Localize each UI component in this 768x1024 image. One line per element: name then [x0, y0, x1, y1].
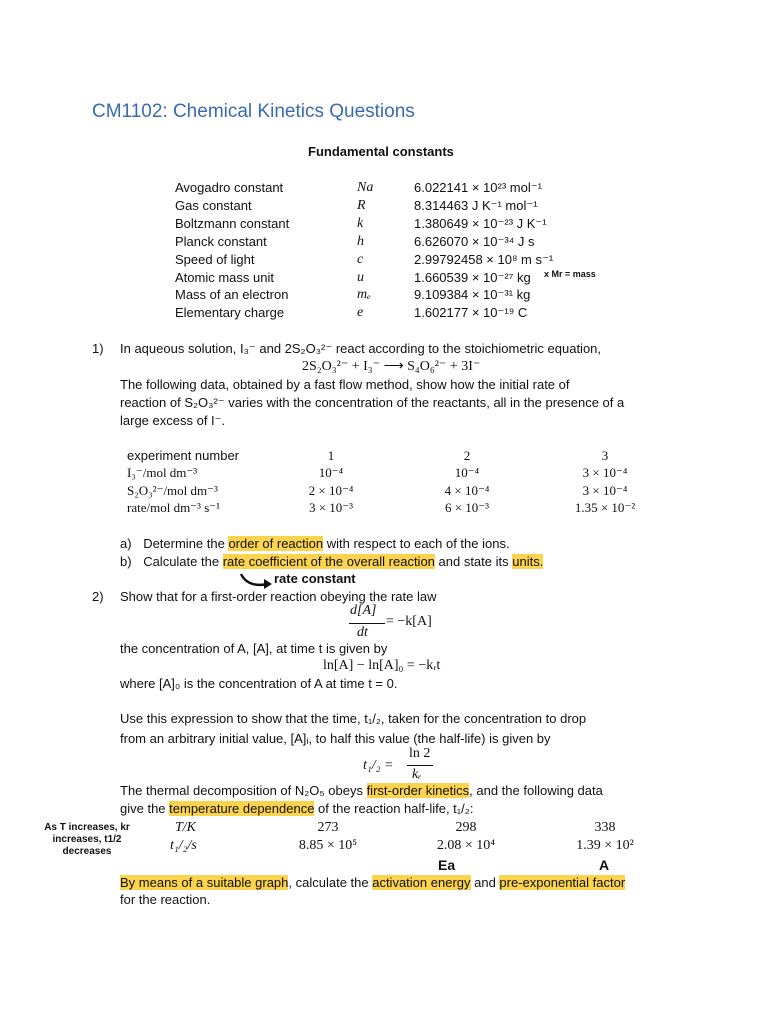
rate-law-rhs: = −k[A] — [386, 614, 432, 629]
rate-law-fraction-bar — [349, 623, 385, 624]
constant-row — [175, 234, 635, 252]
constant-value: 6.022141 × 10²³ mol⁻¹ — [414, 180, 542, 195]
page-title: CM1102: Chemical Kinetics Questions — [92, 101, 415, 122]
half-life-fraction-bar — [407, 765, 433, 766]
q1-table-row-label: S₂O₃²⁻/mol dm⁻³ — [127, 483, 218, 498]
constants-heading: Fundamental constants — [308, 144, 454, 159]
q2-table-cell: 338 — [594, 820, 616, 835]
half-life-denominator: kᵣ — [412, 767, 422, 782]
q2-table-cell: 1.39 × 10² — [576, 838, 634, 853]
constant-value: 6.626070 × 10⁻³⁴ J s — [414, 233, 535, 249]
q2-give-post: of the reaction half-life, t₁/₂: — [314, 801, 474, 816]
constant-symbol: e — [357, 305, 364, 321]
q1-b-label: b) — [120, 554, 132, 569]
q2-decomp-highlight: first-order kinetics — [366, 783, 470, 798]
q1-line1: The following data, obtained by a fast flow method, show how the initial rate of — [120, 377, 570, 392]
q2-table-row-label: T/K — [175, 820, 197, 835]
constant-symbol: h — [357, 233, 364, 249]
q1-line2: reaction of S₂O₃²⁻ varies with the concentration of the reactants, all in the presence of a — [120, 395, 625, 410]
q1-table-cell: 10⁻⁴ — [454, 465, 480, 480]
q2-table-cell: 2.08 × 10⁴ — [436, 838, 496, 853]
rate-constant-note: rate constant — [274, 571, 356, 586]
constant-value: 1.660539 × 10⁻²⁷ kg — [414, 269, 531, 285]
q1-part-b — [120, 554, 543, 569]
q1-table-cell: 3 × 10⁻⁴ — [582, 465, 628, 480]
rate-law-denominator: dt — [357, 625, 368, 640]
q1-equation: 2S₂O₃²⁻ + I₃⁻ ⟶ S₄O₆²⁻ + 3I⁻ — [302, 359, 481, 374]
q2-intro: Show that for a first-order reaction obeying the rate law — [120, 589, 437, 604]
q2-give-highlight: temperature dependence — [169, 801, 315, 816]
constant-symbol: Na — [357, 180, 374, 195]
q1-table-cell: 10⁻⁴ — [318, 465, 344, 480]
rate-law-numerator: d[A] — [350, 603, 377, 618]
q2-final-highlight-a: pre-exponential factor — [499, 875, 626, 890]
q1-line3: large excess of I⁻. — [120, 413, 226, 428]
q1-table-cell: 2 × 10⁻⁴ — [308, 483, 354, 498]
constant-row — [175, 180, 635, 198]
constant-symbol: u — [357, 269, 364, 285]
q2-use-line1: Use this expression to show that the time, t₁/₂, taken for the concentration to drop — [120, 711, 587, 726]
half-life-lhs: t₁/₂ = — [363, 758, 394, 773]
constant-value: 8.314463 J K⁻¹ mol⁻¹ — [414, 197, 538, 213]
q1-table-cell: 3 × 10⁻⁴ — [582, 483, 628, 498]
q1-a-post: with respect to each of the ions. — [323, 536, 510, 551]
constant-name: Speed of light — [175, 251, 255, 267]
q2-table-cell: 298 — [455, 820, 477, 835]
constant-name: Elementary charge — [175, 305, 285, 321]
constant-name: Avogadro constant — [175, 180, 284, 195]
constant-symbol: c — [357, 251, 364, 267]
q1-table-cell: 4 × 10⁻⁴ — [444, 483, 490, 498]
constant-row — [175, 287, 635, 305]
q1-table-row-label: I₃⁻/mol dm⁻³ — [127, 465, 198, 480]
q1-part-a — [120, 536, 510, 551]
q1-table-row-label: experiment number — [127, 448, 239, 463]
integrated-rate-law: ln[A] − ln[A]₀ = −kᵣt — [323, 658, 441, 673]
side-note: As T increases, kr increases, t1/2 decreases — [44, 822, 130, 857]
constant-row — [175, 216, 635, 234]
constant-name: Boltzmann constant — [175, 215, 290, 231]
q2-table-cell: 273 — [317, 820, 339, 835]
q2-decomp-pre: The thermal decomposition of N₂O₅ obeys — [120, 783, 367, 798]
q2-decomp-line — [120, 783, 603, 798]
q1-table-row-label: rate/mol dm⁻³ s⁻¹ — [127, 500, 221, 515]
q1-a-highlight: order of reaction — [228, 536, 324, 551]
q1-a-pre: Determine the — [143, 536, 229, 551]
constant-value: 2.99792458 × 10⁸ m s⁻¹ — [414, 251, 554, 267]
q2-final-highlight-graph: By means of a suitable graph — [120, 875, 289, 890]
q1-b-highlight-units: units. — [512, 554, 544, 569]
constant-symbol: mₑ — [357, 287, 371, 303]
q1-intro: In aqueous solution, I₃⁻ and 2S₂O₃²⁻ react according to the stoichiometric equation, — [120, 341, 602, 356]
constant-symbol: R — [357, 197, 366, 213]
constant-row — [175, 198, 635, 216]
constant-value: 1.602177 × 10⁻¹⁹ C — [414, 305, 528, 321]
q2-number: 2) — [92, 589, 104, 604]
q2-conc-line: the concentration of A, [A], at time t is given by — [120, 641, 388, 656]
q2-final-mid1: , calculate the — [288, 875, 373, 890]
half-life-numerator: ln 2 — [409, 746, 431, 761]
q1-b-highlight: rate coefficient of the overall reaction — [222, 554, 435, 569]
q2-table-row-label: t₁/₂/s — [170, 838, 197, 853]
constant-row — [175, 305, 635, 323]
q2-final-highlight-ea: activation energy — [372, 875, 471, 890]
ea-note: Ea — [438, 857, 456, 873]
q2-where-line: where [A]₀ is the concentration of A at time t = 0. — [120, 676, 398, 691]
q2-use-line2: from an arbitrary initial value, [A]ᵢ, to half this value (the half-life) is given by — [120, 731, 551, 746]
q2-give-line — [120, 801, 473, 816]
constant-name: Gas constant — [175, 197, 252, 213]
constant-value: 9.109384 × 10⁻³¹ kg — [414, 287, 531, 303]
q1-table-cell: 2 — [463, 448, 471, 463]
constant-name: Mass of an electron — [175, 287, 289, 303]
q2-decomp-post: , and the following data — [469, 783, 603, 798]
amu-note: x Mr = mass — [544, 269, 596, 279]
constant-symbol: k — [357, 215, 364, 231]
constant-row — [175, 252, 635, 270]
q1-b-pre: Calculate the — [143, 554, 223, 569]
constant-name: Atomic mass unit — [175, 269, 274, 285]
q1-table-cell: 1.35 × 10⁻² — [574, 500, 636, 515]
q2-table-cell: 8.85 × 10⁵ — [298, 838, 358, 853]
a-note: A — [599, 857, 610, 873]
q1-table-cell: 3 — [601, 448, 609, 463]
q1-a-label: a) — [120, 536, 132, 551]
q1-number: 1) — [92, 341, 104, 356]
q1-table-cell: 1 — [327, 448, 335, 463]
q2-give-pre: give the — [120, 801, 170, 816]
q2-final-mid2: and — [470, 875, 500, 890]
q1-table-cell: 3 × 10⁻³ — [308, 500, 354, 515]
q1-b-mid: and state its — [434, 554, 513, 569]
q2-final-end: for the reaction. — [120, 892, 211, 907]
q1-table-cell: 6 × 10⁻³ — [444, 500, 490, 515]
q2-final-line — [120, 875, 625, 890]
constant-value: 1.380649 × 10⁻²³ J K⁻¹ — [414, 215, 547, 231]
constant-name: Planck constant — [175, 233, 267, 249]
